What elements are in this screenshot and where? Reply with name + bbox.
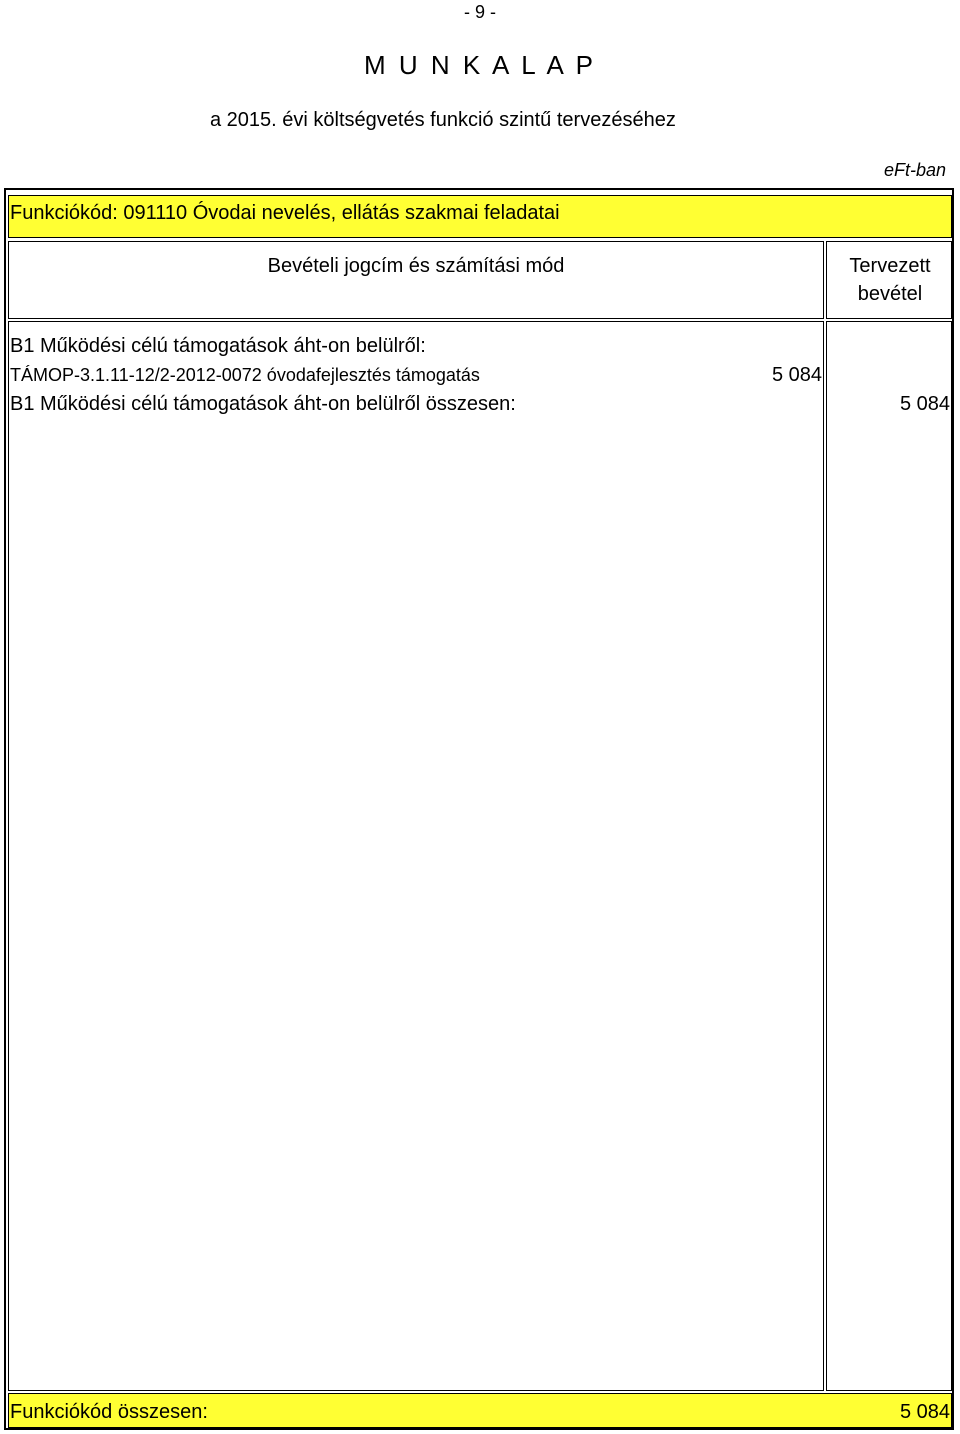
body-planned-column [826, 321, 952, 1391]
section-sum-value: 5 084 [899, 393, 950, 415]
total-value: 5 084 [899, 1401, 950, 1423]
total-label: Funkciókód összesen: [10, 1401, 208, 1423]
unit-label: eFt-ban [883, 160, 946, 180]
table-row-value: 5 084 [771, 364, 822, 386]
column-header-description: Bevételi jogcím és számítási mód [267, 255, 565, 277]
function-code-label: Funkciókód: 091110 Óvodai nevelés, ellátás szakmai feladatai [10, 202, 560, 224]
column-header-planned: Tervezett bevétel [849, 255, 931, 305]
table-row-label: TÁMOP-3.1.11-12/2-2012-0072 óvodafejlesztés támogatás [10, 365, 480, 385]
body-description-column [8, 321, 824, 1391]
section-sum-label: B1 Működési célú támogatások áht-on belülről összesen: [10, 393, 516, 415]
section-title: B1 Működési célú támogatások áht-on belülről: [10, 335, 426, 357]
page-subtitle: a 2015. évi költségvetés funkció szintű tervezéséhez [210, 109, 676, 131]
page-number: - 9 - [463, 2, 496, 22]
page-title: M U N K A L A P [364, 50, 596, 80]
